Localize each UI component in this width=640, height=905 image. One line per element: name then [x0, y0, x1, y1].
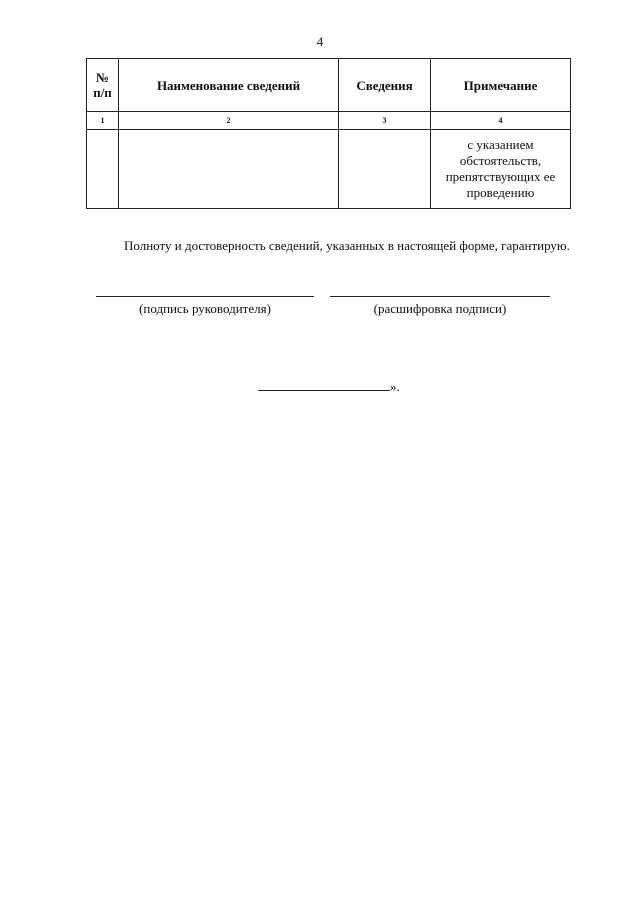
signature-caption: (подпись руководителя) [139, 301, 271, 316]
page-number: 4 [316, 34, 324, 49]
header-number-pp: п/п [93, 85, 112, 100]
closing-mark [258, 378, 400, 395]
signature-decoding-line [330, 296, 550, 297]
guarantee-statement [86, 236, 570, 255]
closing-suffix: ». [390, 379, 400, 394]
signature-line [96, 296, 314, 297]
header-number-symbol: № [95, 70, 110, 85]
column-index-4: 4 [431, 112, 571, 130]
column-index-3: 3 [339, 112, 431, 130]
signature-decoding-caption: (расшифровка подписи) [373, 301, 507, 316]
cell-info [339, 130, 431, 209]
closing-blank-line [258, 378, 390, 391]
header-name: Наименование сведений [119, 59, 339, 112]
column-index-1: 1 [87, 112, 119, 130]
header-number [87, 59, 119, 112]
header-note: Примечание [431, 59, 571, 112]
column-index-2: 2 [119, 112, 339, 130]
guarantee-text: Полноту и достоверность сведений, указанных в настоящей форме, гарантирую. [124, 238, 570, 253]
info-table [86, 58, 571, 209]
table-row [87, 130, 571, 209]
cell-number [87, 130, 119, 209]
cell-note: с указанием обстоятельств, препятствующих ее проведению [431, 130, 571, 209]
table-header-row [87, 59, 571, 112]
header-info: Сведения [339, 59, 431, 112]
table-index-row [87, 112, 571, 130]
cell-name [119, 130, 339, 209]
